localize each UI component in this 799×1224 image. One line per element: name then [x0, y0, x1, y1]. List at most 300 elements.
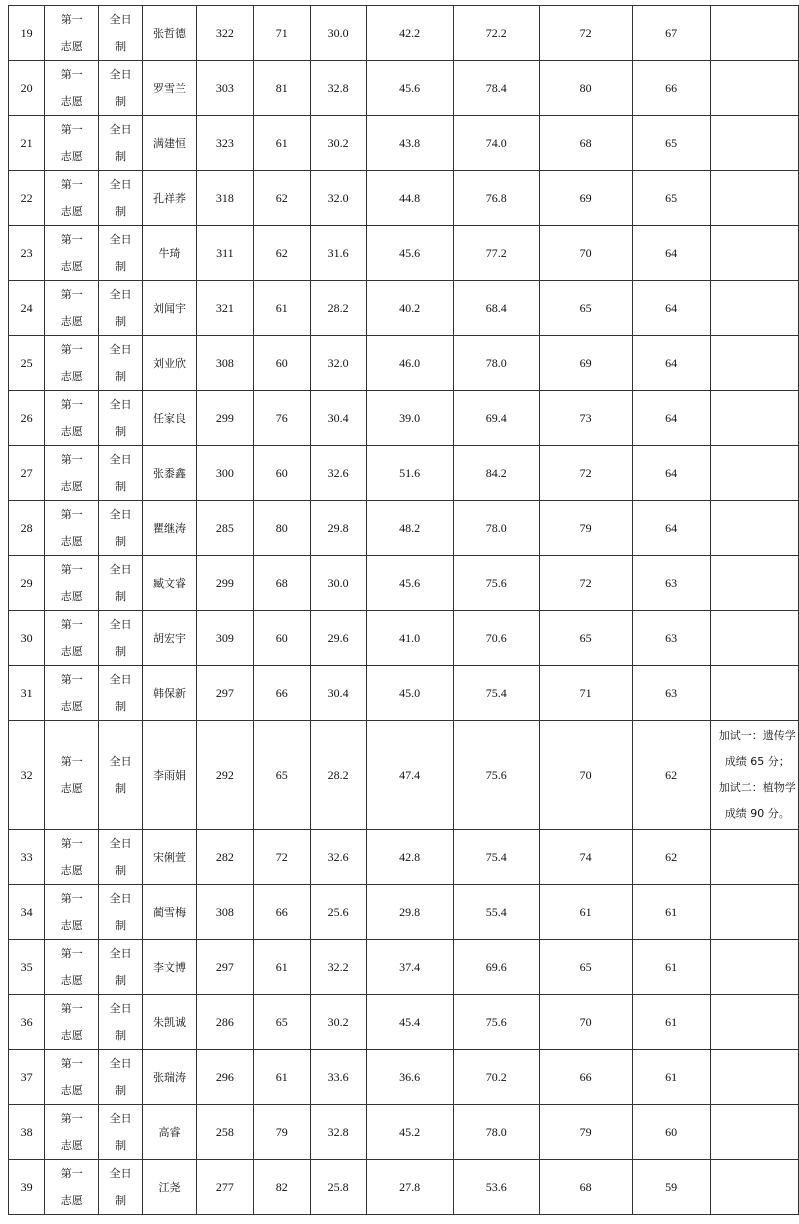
study-mode-cell: [99, 61, 143, 116]
total-score: 282: [196, 830, 253, 885]
choice-cell: [45, 666, 99, 721]
study-mode-cell-line: 制: [115, 425, 127, 438]
total-score: 321: [196, 281, 253, 336]
choice-cell: [45, 830, 99, 885]
study-mode-cell-line: 制: [115, 150, 127, 163]
remarks-cell: [710, 721, 798, 830]
choice-cell-line: 第一: [60, 892, 83, 905]
total-score: 296: [196, 1050, 253, 1105]
score-c5: 79: [539, 501, 632, 556]
remarks-cell: [710, 446, 798, 501]
remark-line: 成绩 90 分。: [724, 807, 790, 820]
student-name: 胡宏宇: [143, 611, 197, 666]
student-name: 张哲德: [143, 6, 197, 61]
study-mode-cell-line: 全日: [109, 178, 132, 191]
row-number: 30: [9, 611, 45, 666]
score-c5: 65: [539, 940, 632, 995]
choice-cell: [45, 391, 99, 446]
study-mode-cell-line: 制: [115, 315, 127, 328]
remarks-cell: [710, 501, 798, 556]
remark-line: 加试一：遗传学: [718, 729, 796, 742]
choice-cell-line: 志愿: [60, 425, 83, 438]
score-c3: 45.0: [366, 666, 453, 721]
table-row: [9, 1105, 799, 1160]
score-c3: 39.0: [366, 391, 453, 446]
score-c3: 41.0: [366, 611, 453, 666]
score-c1: 60: [253, 611, 310, 666]
score-c2: 30.2: [310, 995, 366, 1050]
student-name: 李文博: [143, 940, 197, 995]
choice-cell-line: 第一: [60, 123, 83, 136]
score-c2: 30.4: [310, 666, 366, 721]
total-score: 285: [196, 501, 253, 556]
choice-cell-line: 第一: [60, 508, 83, 521]
score-c6: 64: [632, 336, 710, 391]
score-c2: 30.0: [310, 6, 366, 61]
score-c1: 62: [253, 171, 310, 226]
score-c5: 69: [539, 171, 632, 226]
total-score: 297: [196, 666, 253, 721]
score-c6: 64: [632, 391, 710, 446]
choice-cell-line: 志愿: [60, 1194, 83, 1207]
student-name: 刘业欣: [143, 336, 197, 391]
score-c4: 70.6: [453, 611, 539, 666]
choice-cell-line: 第一: [60, 837, 83, 850]
choice-cell: [45, 226, 99, 281]
score-c1: 61: [253, 281, 310, 336]
score-c6: 67: [632, 6, 710, 61]
choice-cell-line: 第一: [60, 673, 83, 686]
score-c3: 42.8: [366, 830, 453, 885]
score-c6: 63: [632, 611, 710, 666]
choice-cell: [45, 995, 99, 1050]
choice-cell-line: 志愿: [60, 1139, 83, 1152]
study-mode-cell: [99, 501, 143, 556]
score-c6: 64: [632, 501, 710, 556]
score-c3: 45.4: [366, 995, 453, 1050]
score-c4: 75.4: [453, 666, 539, 721]
score-c5: 71: [539, 666, 632, 721]
score-c4: 74.0: [453, 116, 539, 171]
choice-cell-line: 第一: [60, 947, 83, 960]
score-c2: 29.6: [310, 611, 366, 666]
score-c2: 32.6: [310, 446, 366, 501]
row-number: 23: [9, 226, 45, 281]
row-number: 22: [9, 171, 45, 226]
score-c4: 75.6: [453, 556, 539, 611]
score-c5: 70: [539, 995, 632, 1050]
row-number: 28: [9, 501, 45, 556]
study-mode-cell-line: 全日: [109, 1057, 132, 1070]
score-c6: 65: [632, 171, 710, 226]
score-c6: 61: [632, 995, 710, 1050]
choice-cell-line: 第一: [60, 453, 83, 466]
choice-cell: [45, 1050, 99, 1105]
student-name: 高睿: [143, 1105, 197, 1160]
study-mode-cell-line: 制: [115, 1139, 127, 1152]
total-score: 297: [196, 940, 253, 995]
choice-cell-line: 志愿: [60, 700, 83, 713]
choice-cell-line: 志愿: [60, 919, 83, 932]
score-c3: 37.4: [366, 940, 453, 995]
score-c6: 61: [632, 1050, 710, 1105]
total-score: 299: [196, 391, 253, 446]
study-mode-cell-line: 制: [115, 205, 127, 218]
study-mode-cell-line: 制: [115, 974, 127, 987]
score-c4: 75.6: [453, 995, 539, 1050]
row-number: 21: [9, 116, 45, 171]
study-mode-cell: [99, 666, 143, 721]
score-c2: 25.6: [310, 885, 366, 940]
score-c3: 45.6: [366, 226, 453, 281]
choice-cell: [45, 501, 99, 556]
remark-line: 加试二：植物学: [718, 781, 796, 794]
student-name: 孔祥荞: [143, 171, 197, 226]
remarks-cell: [710, 6, 798, 61]
score-c5: 73: [539, 391, 632, 446]
table-row: [9, 391, 799, 446]
score-c1: 68: [253, 556, 310, 611]
choice-cell: [45, 940, 99, 995]
score-c5: 65: [539, 611, 632, 666]
total-score: 300: [196, 446, 253, 501]
study-mode-cell-line: 全日: [109, 123, 132, 136]
row-number: 39: [9, 1160, 45, 1215]
score-c3: 27.8: [366, 1160, 453, 1215]
score-c2: 28.2: [310, 721, 366, 830]
score-c1: 76: [253, 391, 310, 446]
remarks-cell: [710, 61, 798, 116]
study-mode-cell-line: 制: [115, 260, 127, 273]
score-c5: 80: [539, 61, 632, 116]
study-mode-cell-line: 全日: [109, 288, 132, 301]
score-c6: 62: [632, 721, 710, 830]
study-mode-cell-line: 全日: [109, 892, 132, 905]
choice-cell-line: 第一: [60, 288, 83, 301]
study-mode-cell-line: 全日: [109, 1167, 132, 1180]
score-c6: 60: [632, 1105, 710, 1160]
choice-cell-line: 志愿: [60, 535, 83, 548]
score-c3: 42.2: [366, 6, 453, 61]
score-c6: 62: [632, 830, 710, 885]
study-mode-cell-line: 制: [115, 95, 127, 108]
study-mode-cell: [99, 885, 143, 940]
table-row: [9, 6, 799, 61]
score-c1: 82: [253, 1160, 310, 1215]
choice-cell-line: 第一: [60, 68, 83, 81]
study-mode-cell-line: 制: [115, 370, 127, 383]
row-number: 34: [9, 885, 45, 940]
score-c1: 61: [253, 116, 310, 171]
student-name: 朱凯诚: [143, 995, 197, 1050]
score-c5: 66: [539, 1050, 632, 1105]
total-score: 308: [196, 885, 253, 940]
study-mode-cell: [99, 940, 143, 995]
score-c5: 68: [539, 116, 632, 171]
score-c2: 32.0: [310, 336, 366, 391]
student-name: 臧文睿: [143, 556, 197, 611]
table-row: [9, 830, 799, 885]
score-c6: 64: [632, 226, 710, 281]
choice-cell-line: 第一: [60, 343, 83, 356]
score-c2: 25.8: [310, 1160, 366, 1215]
score-c2: 32.8: [310, 1105, 366, 1160]
study-mode-cell-line: 制: [115, 40, 127, 53]
student-name: 任家良: [143, 391, 197, 446]
total-score: 322: [196, 6, 253, 61]
study-mode-cell-line: 制: [115, 1194, 127, 1207]
choice-cell-line: 志愿: [60, 315, 83, 328]
study-mode-cell: [99, 226, 143, 281]
score-c2: 28.2: [310, 281, 366, 336]
choice-cell-line: 第一: [60, 1057, 83, 1070]
choice-cell: [45, 611, 99, 666]
study-mode-cell-line: 全日: [109, 673, 132, 686]
choice-cell-line: 第一: [60, 755, 83, 768]
study-mode-cell-line: 制: [115, 782, 127, 795]
score-c3: 36.6: [366, 1050, 453, 1105]
score-c6: 61: [632, 940, 710, 995]
choice-cell-line: 志愿: [60, 1029, 83, 1042]
score-c5: 70: [539, 226, 632, 281]
score-c5: 79: [539, 1105, 632, 1160]
table-row: [9, 501, 799, 556]
total-score: 318: [196, 171, 253, 226]
remarks-cell: [710, 171, 798, 226]
study-mode-cell: [99, 446, 143, 501]
choice-cell-line: 志愿: [60, 782, 83, 795]
row-number: 32: [9, 721, 45, 830]
choice-cell-line: 志愿: [60, 480, 83, 493]
choice-cell: [45, 446, 99, 501]
remarks-cell: [710, 226, 798, 281]
study-mode-cell-line: 全日: [109, 68, 132, 81]
score-c2: 30.0: [310, 556, 366, 611]
choice-cell: [45, 61, 99, 116]
choice-cell-line: 第一: [60, 563, 83, 576]
score-c6: 65: [632, 116, 710, 171]
score-c4: 78.0: [453, 1105, 539, 1160]
choice-cell: [45, 336, 99, 391]
table-body: [9, 6, 799, 1215]
score-c4: 75.4: [453, 830, 539, 885]
score-c4: 84.2: [453, 446, 539, 501]
choice-cell-line: 第一: [60, 398, 83, 411]
score-c3: 48.2: [366, 501, 453, 556]
choice-cell-line: 志愿: [60, 1084, 83, 1097]
score-c4: 68.4: [453, 281, 539, 336]
score-c1: 65: [253, 995, 310, 1050]
choice-cell: [45, 721, 99, 830]
row-number: 26: [9, 391, 45, 446]
remarks-cell: [710, 1105, 798, 1160]
score-c3: 45.2: [366, 1105, 453, 1160]
table-row: [9, 1160, 799, 1215]
score-c3: 46.0: [366, 336, 453, 391]
score-c4: 70.2: [453, 1050, 539, 1105]
remarks-cell: [710, 995, 798, 1050]
score-c4: 55.4: [453, 885, 539, 940]
score-c6: 63: [632, 666, 710, 721]
study-mode-cell: [99, 281, 143, 336]
choice-cell: [45, 1105, 99, 1160]
remarks-cell: [710, 885, 798, 940]
score-c4: 53.6: [453, 1160, 539, 1215]
total-score: 299: [196, 556, 253, 611]
row-number: 25: [9, 336, 45, 391]
total-score: 292: [196, 721, 253, 830]
total-score: 309: [196, 611, 253, 666]
study-mode-cell-line: 制: [115, 864, 127, 877]
score-c3: 43.8: [366, 116, 453, 171]
table-row: [9, 940, 799, 995]
score-c5: 72: [539, 556, 632, 611]
table-row: [9, 1050, 799, 1105]
score-c2: 31.6: [310, 226, 366, 281]
choice-cell-line: 志愿: [60, 645, 83, 658]
score-c1: 60: [253, 446, 310, 501]
score-c1: 65: [253, 721, 310, 830]
score-c6: 59: [632, 1160, 710, 1215]
score-c3: 44.8: [366, 171, 453, 226]
score-c4: 75.6: [453, 721, 539, 830]
choice-cell: [45, 556, 99, 611]
row-number: 38: [9, 1105, 45, 1160]
student-name: 牛琦: [143, 226, 197, 281]
score-c5: 69: [539, 336, 632, 391]
choice-cell: [45, 281, 99, 336]
student-name: 满建恒: [143, 116, 197, 171]
score-c4: 77.2: [453, 226, 539, 281]
score-c4: 78.4: [453, 61, 539, 116]
row-number: 20: [9, 61, 45, 116]
score-c4: 72.2: [453, 6, 539, 61]
score-c2: 32.0: [310, 171, 366, 226]
remarks-cell: [710, 336, 798, 391]
score-c3: 51.6: [366, 446, 453, 501]
score-c1: 61: [253, 1050, 310, 1105]
study-mode-cell-line: 全日: [109, 947, 132, 960]
student-name: 罗雪兰: [143, 61, 197, 116]
score-c5: 72: [539, 446, 632, 501]
score-c1: 80: [253, 501, 310, 556]
score-c5: 74: [539, 830, 632, 885]
student-name: 李雨娟: [143, 721, 197, 830]
score-c4: 69.6: [453, 940, 539, 995]
remarks-cell: [710, 556, 798, 611]
score-c6: 64: [632, 446, 710, 501]
remarks-cell: [710, 611, 798, 666]
row-number: 33: [9, 830, 45, 885]
row-number: 31: [9, 666, 45, 721]
choice-cell-line: 志愿: [60, 150, 83, 163]
total-score: 323: [196, 116, 253, 171]
score-c1: 79: [253, 1105, 310, 1160]
score-c1: 72: [253, 830, 310, 885]
score-c1: 60: [253, 336, 310, 391]
table-row: [9, 721, 799, 830]
table-row: [9, 446, 799, 501]
remarks-cell: [710, 281, 798, 336]
remarks-cell: [710, 1160, 798, 1215]
study-mode-cell-line: 制: [115, 590, 127, 603]
row-number: 29: [9, 556, 45, 611]
study-mode-cell-line: 全日: [109, 563, 132, 576]
row-number: 35: [9, 940, 45, 995]
study-mode-cell: [99, 1160, 143, 1215]
study-mode-cell-line: 制: [115, 480, 127, 493]
remarks-cell: [710, 1050, 798, 1105]
score-table: [8, 5, 799, 1215]
table-row: [9, 995, 799, 1050]
study-mode-cell-line: 全日: [109, 755, 132, 768]
study-mode-cell: [99, 995, 143, 1050]
choice-cell: [45, 1160, 99, 1215]
table-row: [9, 611, 799, 666]
study-mode-cell-line: 制: [115, 535, 127, 548]
remarks-cell: [710, 830, 798, 885]
choice-cell-line: 志愿: [60, 40, 83, 53]
table-row: [9, 885, 799, 940]
study-mode-cell: [99, 830, 143, 885]
choice-cell-line: 第一: [60, 13, 83, 26]
choice-cell-line: 第一: [60, 233, 83, 246]
score-c1: 66: [253, 885, 310, 940]
study-mode-cell: [99, 171, 143, 226]
choice-cell-line: 志愿: [60, 205, 83, 218]
score-c6: 63: [632, 556, 710, 611]
score-c3: 45.6: [366, 556, 453, 611]
study-mode-cell-line: 全日: [109, 398, 132, 411]
score-c2: 29.8: [310, 501, 366, 556]
choice-cell: [45, 6, 99, 61]
student-name: 韩保新: [143, 666, 197, 721]
score-c3: 29.8: [366, 885, 453, 940]
choice-cell-line: 志愿: [60, 370, 83, 383]
total-score: 277: [196, 1160, 253, 1215]
study-mode-cell-line: 制: [115, 645, 127, 658]
score-c5: 70: [539, 721, 632, 830]
score-c6: 66: [632, 61, 710, 116]
study-mode-cell-line: 全日: [109, 233, 132, 246]
study-mode-cell-line: 制: [115, 919, 127, 932]
score-c5: 72: [539, 6, 632, 61]
study-mode-cell-line: 全日: [109, 453, 132, 466]
choice-cell-line: 第一: [60, 1112, 83, 1125]
study-mode-cell-line: 全日: [109, 508, 132, 521]
total-score: 311: [196, 226, 253, 281]
table-row: [9, 556, 799, 611]
row-number: 24: [9, 281, 45, 336]
score-c4: 78.0: [453, 501, 539, 556]
study-mode-cell: [99, 721, 143, 830]
score-c1: 71: [253, 6, 310, 61]
study-mode-cell: [99, 556, 143, 611]
study-mode-cell-line: 全日: [109, 837, 132, 850]
choice-cell-line: 志愿: [60, 95, 83, 108]
score-c4: 69.4: [453, 391, 539, 446]
score-c4: 76.8: [453, 171, 539, 226]
study-mode-cell-line: 全日: [109, 618, 132, 631]
student-name: 宋俐萱: [143, 830, 197, 885]
total-score: 258: [196, 1105, 253, 1160]
study-mode-cell: [99, 611, 143, 666]
score-c1: 61: [253, 940, 310, 995]
study-mode-cell-line: 制: [115, 1029, 127, 1042]
remark-line: 成绩 65 分；: [724, 755, 790, 768]
table-row: [9, 116, 799, 171]
choice-cell-line: 第一: [60, 618, 83, 631]
